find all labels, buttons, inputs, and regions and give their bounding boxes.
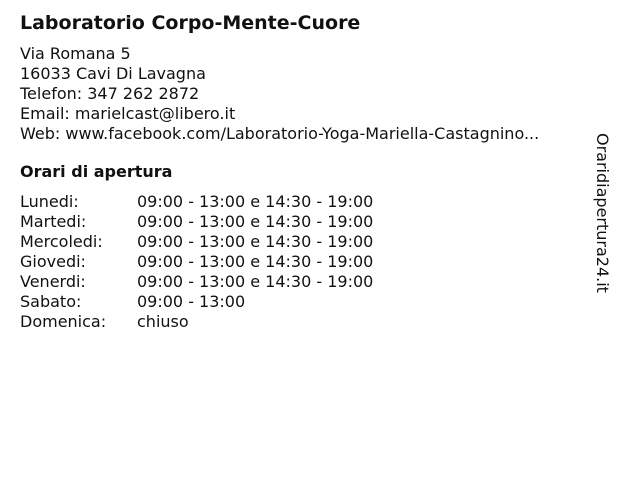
hours-row-sabato: [20, 292, 610, 312]
hours-time: 09:00 - 13:00: [137, 292, 246, 311]
site-brand-watermark: Oraridiapertura24.it: [593, 133, 612, 293]
hours-time: 09:00 - 13:00 e 14:30 - 19:00: [137, 232, 374, 251]
hours-day: Giovedi:: [20, 252, 86, 271]
hours-row-giovedi: [20, 252, 610, 272]
opening-hours-table: [20, 192, 610, 332]
hours-day: Sabato:: [20, 292, 82, 311]
business-name: Laboratorio Corpo-Mente-Cuore: [20, 12, 361, 34]
hours-row-domenica: [20, 312, 610, 332]
hours-time: 09:00 - 13:00 e 14:30 - 19:00: [137, 252, 374, 271]
hours-day: Martedi:: [20, 212, 87, 231]
hours-day: Lunedi:: [20, 192, 79, 211]
address-block: [20, 44, 610, 144]
hours-time: 09:00 - 13:00 e 14:30 - 19:00: [137, 192, 374, 211]
street-address: Via Romana 5: [20, 44, 131, 63]
hours-time: chiuso: [137, 312, 189, 331]
hours-day: Domenica:: [20, 312, 107, 331]
hours-day: Mercoledi:: [20, 232, 103, 251]
opening-hours-title: Orari di apertura: [20, 162, 173, 181]
hours-day: Venerdi:: [20, 272, 86, 291]
hours-time: 09:00 - 13:00 e 14:30 - 19:00: [137, 212, 374, 231]
business-card: [20, 10, 610, 332]
hours-row-martedi: [20, 212, 610, 232]
email-line: Email: marielcast@libero.it: [20, 104, 236, 123]
hours-row-venerdi: [20, 272, 610, 292]
hours-time: 09:00 - 13:00 e 14:30 - 19:00: [137, 272, 374, 291]
city-address: 16033 Cavi Di Lavagna: [20, 64, 206, 83]
web-line: Web: www.facebook.com/Laboratorio-Yoga-Mariella-Castagnino...: [20, 124, 540, 143]
phone-line: Telefon: 347 262 2872: [20, 84, 200, 103]
hours-row-lunedi: [20, 192, 610, 212]
hours-row-mercoledi: [20, 232, 610, 252]
